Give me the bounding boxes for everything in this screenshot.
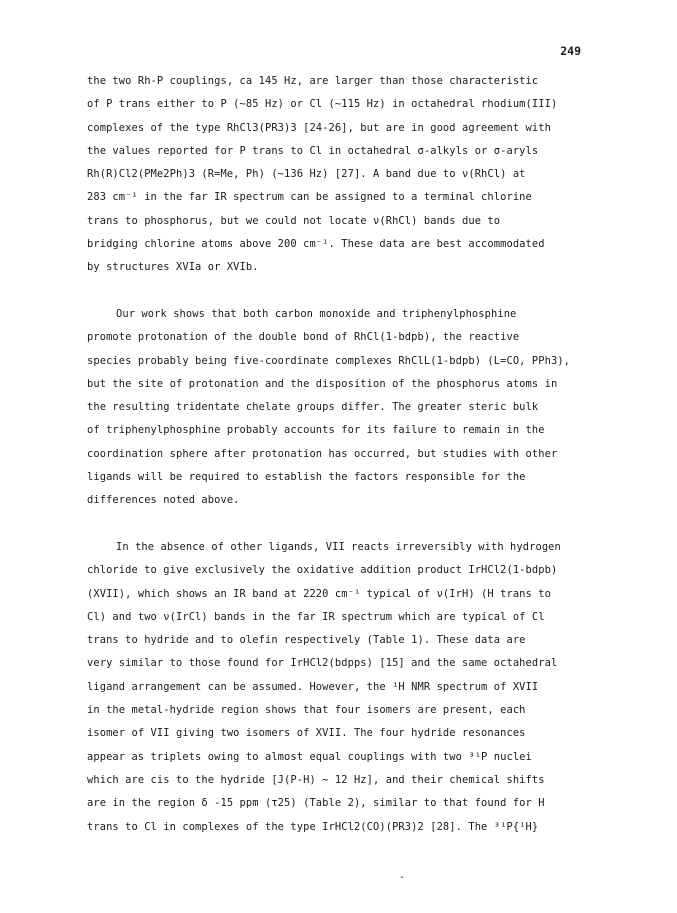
text-line: the two Rh-P couplings, ca 145 Hz, are larger than those characteristic [87,75,539,87]
text-line: (XVII), which shows an IR band at 2220 cm⁻¹ typical of ν(IrH) (H trans to [87,587,551,600]
text-line: In the absence of other ligands, VII reacts irreversibly with hydrogen [116,540,561,553]
text-line: complexes of the type RhCl3(PR3)3 [24-26], but are in good agreement with [87,121,551,134]
text-line: which are cis to the hydride [J(P-H) ~ 12 Hz], and their chemical shifts [87,773,545,786]
text-line: but the site of protonation and the disposition of the phosphorus atoms in [87,377,558,390]
paragraph-1 [87,70,587,280]
text-line: trans to phosphorus, but we could not locate ν(RhCl) bands due to [87,214,501,227]
text-line: very similar to those found for IrHCl2(bdpps) [15] and the same octahedral [87,657,558,670]
text-line: trans to hydride and to olefin respectively (Table 1). These data are [87,634,526,647]
text-line: Our work shows that both carbon monoxide and triphenylphosphine [116,307,517,320]
text-line: trans to Cl in complexes of the type IrHCl2(CO)(PR3)2 [28]. The ³¹P{¹H} [87,820,539,833]
stray-mark: - [399,872,406,883]
text-line: the values reported for P trans to Cl in octahedral σ-alkyls or σ-aryls [87,144,539,157]
text-line: ligand arrangement can be assumed. However, the ¹H NMR spectrum of XVII [87,680,539,693]
page-number: 249 [560,44,581,58]
text-line: of triphenylphosphine probably accounts for its failure to remain in the [87,424,545,437]
text-line: bridging chlorine atoms above 200 cm⁻¹. These data are best accommodated [87,238,545,251]
text-line: appear as triplets owing to almost equal couplings with two ³¹P nuclei [87,750,532,763]
text-line: by structures XVIa or XVIb. [87,261,259,274]
text-line: 283 cm⁻¹ in the far IR spectrum can be assigned to a terminal chlorine [87,191,532,204]
text-line: Cl) and two ν(IrCl) bands in the far IR spectrum which are typical of Cl [87,610,545,623]
text-line: in the metal-hydride region shows that four isomers are present, each [87,704,526,717]
text-line: promote protonation of the double bond of RhCl(1-bdpb), the reactive [87,331,520,344]
text-line: differences noted above. [87,494,240,507]
text-line: are in the region δ -15 ppm (τ25) (Table 2), similar to that found for H [87,797,545,810]
text-line: coordination sphere after protonation has occurred, but studies with other [87,447,558,460]
paragraph-2 [87,303,587,513]
paragraph-gap [87,513,587,536]
body-text [87,70,587,839]
text-line: the resulting tridentate chelate groups differ. The greater steric bulk [87,401,539,414]
text-line: species probably being five-coordinate complexes RhClL(1-bdpb) (L=CO, PPh3), [87,354,571,367]
text-line: ligands will be required to establish the factors responsible for the [87,471,526,484]
text-line: Rh(R)Cl2(PMe2Ph)3 (R=Me, Ph) (~136 Hz) [27]. A band due to ν(RhCl) at [87,168,526,181]
paragraph-gap [87,280,587,303]
text-line: chloride to give exclusively the oxidative addition product IrHCl2(1-bdpb) [87,564,558,577]
text-line: isomer of VII giving two isomers of XVII. The four hydride resonances [87,727,526,740]
paragraph-3 [87,536,587,839]
text-line: of P trans either to P (~85 Hz) or Cl (~115 Hz) in octahedral rhodium(III) [87,98,558,111]
